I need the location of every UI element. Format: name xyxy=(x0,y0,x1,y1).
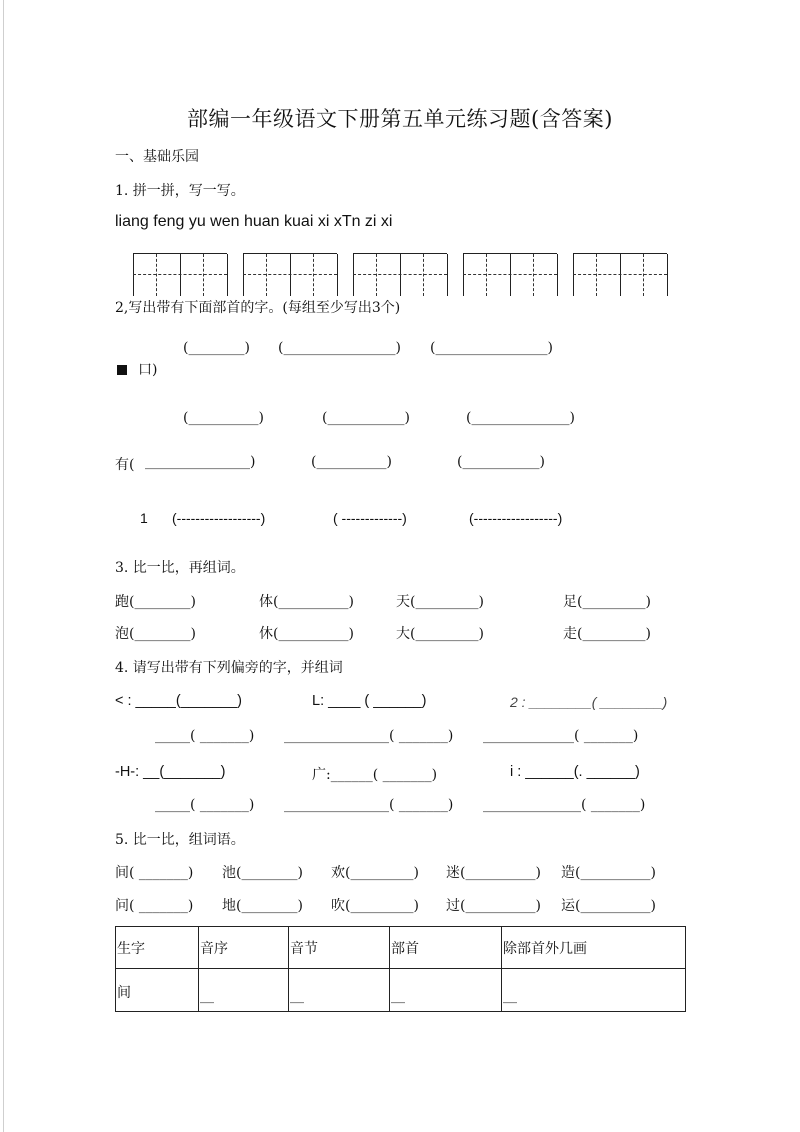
table-header-cell: 除部首外几画 xyxy=(503,941,587,957)
table-header-cell: 部首 xyxy=(391,941,419,957)
q3-item[interactable]: 走(_________) xyxy=(563,626,651,642)
q2-blank[interactable]: (______________) xyxy=(466,410,575,426)
q4-heading: 4. 请写出带有下列偏旁的字，并组词 xyxy=(115,660,343,676)
table-cell-blank[interactable]: __ xyxy=(503,988,517,1004)
q3-item[interactable]: 天(_________) xyxy=(396,594,484,610)
q2-blank[interactable]: (__________) xyxy=(311,454,392,470)
table-header-cell: 音序 xyxy=(200,941,228,957)
q4-item[interactable]: i : ______(. ______) xyxy=(510,764,640,780)
q5-item[interactable]: 问( _______) xyxy=(115,898,194,914)
writing-grid-2[interactable] xyxy=(243,253,337,296)
q5-item[interactable]: 池(________) xyxy=(222,865,303,881)
table-row xyxy=(116,969,686,1012)
q4-item[interactable]: 广:______( _______) xyxy=(312,767,438,783)
page-edge-line xyxy=(3,0,4,1132)
q5-item[interactable]: 迷(__________) xyxy=(446,865,541,881)
q4-item[interactable]: < : _____(_______) xyxy=(115,693,242,709)
q4-item[interactable]: _______________( _______) xyxy=(284,797,454,813)
q1-pinyin: liang feng yu wen huan kuai xi xTn zi xi xyxy=(115,213,393,230)
q4-item[interactable]: ______________( _______) xyxy=(483,797,646,813)
writing-grid-4[interactable] xyxy=(463,253,557,296)
q4-item[interactable]: _______________( _______) xyxy=(284,728,454,744)
q1-heading: 1. 拼一拼，写一写。 xyxy=(115,183,245,199)
q3-item[interactable]: 休(__________) xyxy=(259,626,354,642)
section-heading: 一、基础乐园 xyxy=(115,149,199,165)
radical-label-1: 1 xyxy=(140,510,148,526)
q5-heading: 5. 比一比，组词语。 xyxy=(115,832,245,848)
q2-blank[interactable]: (__________) xyxy=(183,410,264,426)
table-cell-blank[interactable]: __ xyxy=(391,988,405,1004)
radical-label-kou: 口) xyxy=(138,362,158,378)
q4-item[interactable]: 2 : ________( ________) xyxy=(510,694,668,710)
q3-item[interactable]: 体(__________) xyxy=(259,594,354,610)
writing-grid-3[interactable] xyxy=(353,253,447,296)
q5-item[interactable]: 运(__________) xyxy=(561,898,656,914)
writing-grid-1[interactable] xyxy=(133,253,227,296)
page-title: 部编一年级语文下册第五单元练习题(含答案) xyxy=(187,107,613,131)
q5-item[interactable]: 造(__________) xyxy=(561,865,656,881)
q2-blank[interactable]: (___________) xyxy=(322,410,410,426)
table-cell-char: 间 xyxy=(117,985,131,1001)
table-header-cell: 音节 xyxy=(290,941,318,957)
q2-heading: 2,写出带有下面部首的字。(每组至少写出3个) xyxy=(115,300,401,316)
q3-item[interactable]: 泡(________) xyxy=(115,626,196,642)
q2-blank[interactable]: (________________) xyxy=(430,340,553,356)
q5-item[interactable]: 过(__________) xyxy=(446,898,541,914)
bullet-square-icon xyxy=(117,365,127,375)
q5-item[interactable]: 间( _______) xyxy=(115,865,194,881)
q5-item[interactable]: 地(________) xyxy=(222,898,303,914)
q2-blank[interactable]: (------------------) xyxy=(469,510,563,526)
q2-blank[interactable]: ( -------------) xyxy=(333,510,407,526)
q2-blank[interactable]: (___________) xyxy=(457,454,545,470)
table-cell-blank[interactable]: __ xyxy=(200,988,214,1004)
q2-blank[interactable]: (------------------) xyxy=(172,510,266,526)
radical-label-you: 有( xyxy=(115,457,135,473)
q3-item[interactable]: 跑(________) xyxy=(115,594,196,610)
q2-blank[interactable]: _______________) xyxy=(145,454,256,470)
q3-heading: 3. 比一比，再组词。 xyxy=(115,560,245,576)
q2-blank[interactable]: (________________) xyxy=(278,340,401,356)
q4-item[interactable]: -H-: __(_______) xyxy=(115,764,226,780)
q5-item[interactable]: 欢(_________) xyxy=(331,865,419,881)
q3-item[interactable]: 足(_________) xyxy=(563,594,651,610)
q4-item[interactable]: L: ____ ( ______) xyxy=(312,693,427,709)
q2-blank[interactable]: (________) xyxy=(183,340,250,356)
table-cell-blank[interactable]: __ xyxy=(290,988,304,1004)
character-table xyxy=(115,926,686,1012)
table-header-row xyxy=(116,927,686,969)
q4-item[interactable]: _____________( _______) xyxy=(483,728,639,744)
q3-item[interactable]: 大(_________) xyxy=(396,626,484,642)
writing-grid-5[interactable] xyxy=(573,253,667,296)
q5-item[interactable]: 吹(_________) xyxy=(331,898,419,914)
table-header-cell: 生字 xyxy=(117,941,145,957)
q4-item[interactable]: _____( _______) xyxy=(155,728,255,744)
q4-item[interactable]: _____( _______) xyxy=(155,797,255,813)
